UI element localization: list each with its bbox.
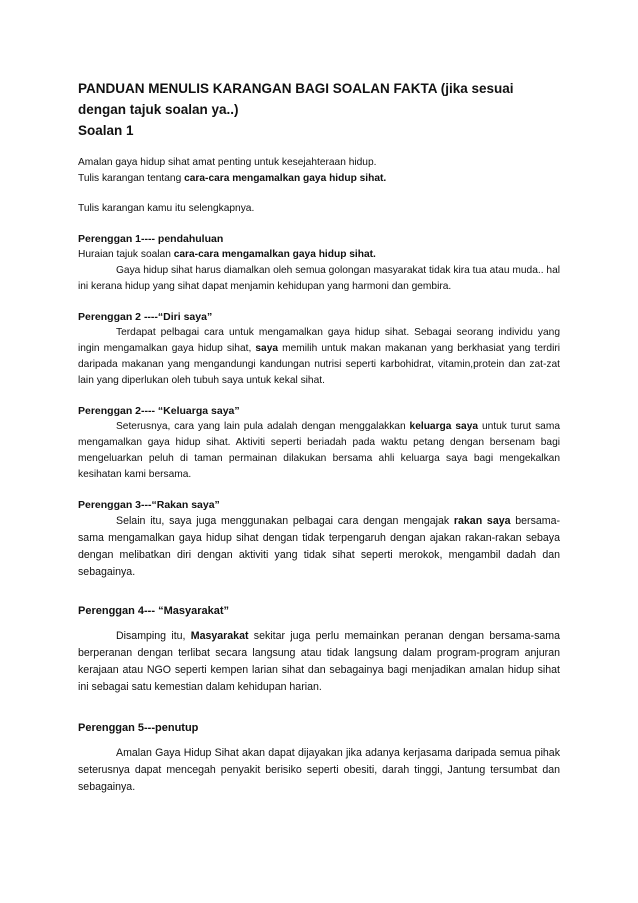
section-body-p5: Amalan Gaya Hidup Sihat akan dapat dijayakan jika adanya kerjasama daripada semua pihak seterusnya dapat mencegah penyakit berisiko seperti obesiti, darah tinggi, Jantung tersumbat dan sebagainya. — [78, 747, 560, 793]
section-body-p2b — [78, 419, 560, 483]
question-instruction — [78, 171, 560, 187]
title-line: PANDUAN MENULIS KARANGAN BAGI SOALAN FAKTA (jika sesuai dengan tajuk soalan ya..) — [78, 81, 514, 117]
huraian-text: Huraian tajuk soalan — [78, 249, 174, 260]
instruction-topic: cara-cara mengamalkan gaya hidup sihat. — [184, 173, 387, 184]
section-heading-p2a: Perenggan 2 ----“Diri saya” — [78, 311, 213, 323]
body-text: Seterusnya, cara yang lain pula adalah dengan menggalakkan — [116, 421, 410, 432]
section-body-p1: Gaya hidup sihat harus diamalkan oleh semua golongan masyarakat tidak kira tua atau muda.. hal ini kerana hidup yang sihat dapat menjamin kehidupan yang harmoni dan gembira. — [78, 265, 560, 292]
body-keyword: keluarga saya — [409, 421, 479, 432]
section-heading-p1: Perenggan 1---- pendahuluan — [78, 233, 224, 245]
body-keyword: Masyarakat — [190, 630, 249, 642]
body-keyword: rakan saya — [453, 515, 511, 527]
body-keyword: saya — [255, 343, 279, 354]
body-text: untuk turut sama mengamalkan gaya hidup sihat. Aktiviti seperti beriadah pada waktu petang dengan bersenam bagi mengeluarkan peluh di taman permainan dilakukan bersama ahli keluarga saya bagi mengekalkan kesihatan kami bersama. — [78, 421, 560, 480]
section-body-p2a — [78, 325, 560, 389]
huraian-topic: cara-cara mengamalkan gaya hidup sihat. — [173, 249, 376, 260]
question-statement: Amalan gaya hidup sihat amat penting untuk kesejahteraan hidup. — [78, 157, 377, 168]
section-body-p4 — [78, 628, 560, 696]
body-text: Disamping itu, — [116, 630, 191, 642]
section-heading-p4: Perenggan 4--- “Masyarakat” — [78, 605, 229, 617]
body-text: memilih untuk makan makanan yang berkhasiat yang terdiri daripada makanan yang mengandungi kandungan nutrisi seperti karbohidrat, vitamin,protein dan zat-zat lain yang diperlukan oleh tubuh saya untuk kekal sihat. — [78, 343, 560, 386]
body-text: sekitar juga perlu memainkan peranan dengan bersama-sama berperanan dengan terlibat secara langsung atau tidak langsung dalam program-program anjuran kerajaan atau NGO seperti kempen larian sihat dan sebagainya bagi menjadikan amalan hidup sihat ini sebagai satu kemestian dalam kehidupan harian. — [78, 630, 560, 693]
body-text: bersama-sama mengamalkan gaya hidup sihat dengan tidak terpengaruh dengan ajakan rakan-rakan sebaya dengan melibatkan diri dengan aktiviti yang tidak sihat seperti merokok, mengambil dadah dan sebagainya. — [78, 515, 561, 578]
section-heading-p5: Perenggan 5---penutup — [78, 722, 199, 734]
huraian-line — [78, 247, 560, 263]
body-text: Selain itu, saya juga menggunakan pelbagai cara dengan mengajak — [116, 515, 454, 527]
section-heading-p2b: Perenggan 2---- “Keluarga saya” — [78, 405, 240, 417]
question-number: Soalan 1 — [78, 123, 134, 138]
section-heading-p3: Perenggan 3---“Rakan saya” — [78, 499, 220, 511]
body-text: Terdapat pelbagai cara untuk mengamalkan gaya hidup sihat. Sebagai seorang individu yang ingin mengamalkan gaya hidup sihat, — [78, 327, 560, 354]
section-body-p3 — [78, 513, 560, 581]
question-note: Tulis karangan kamu itu selengkapnya. — [78, 203, 255, 214]
instruction-text: Tulis karangan tentang — [78, 173, 185, 184]
page-title — [78, 78, 560, 141]
